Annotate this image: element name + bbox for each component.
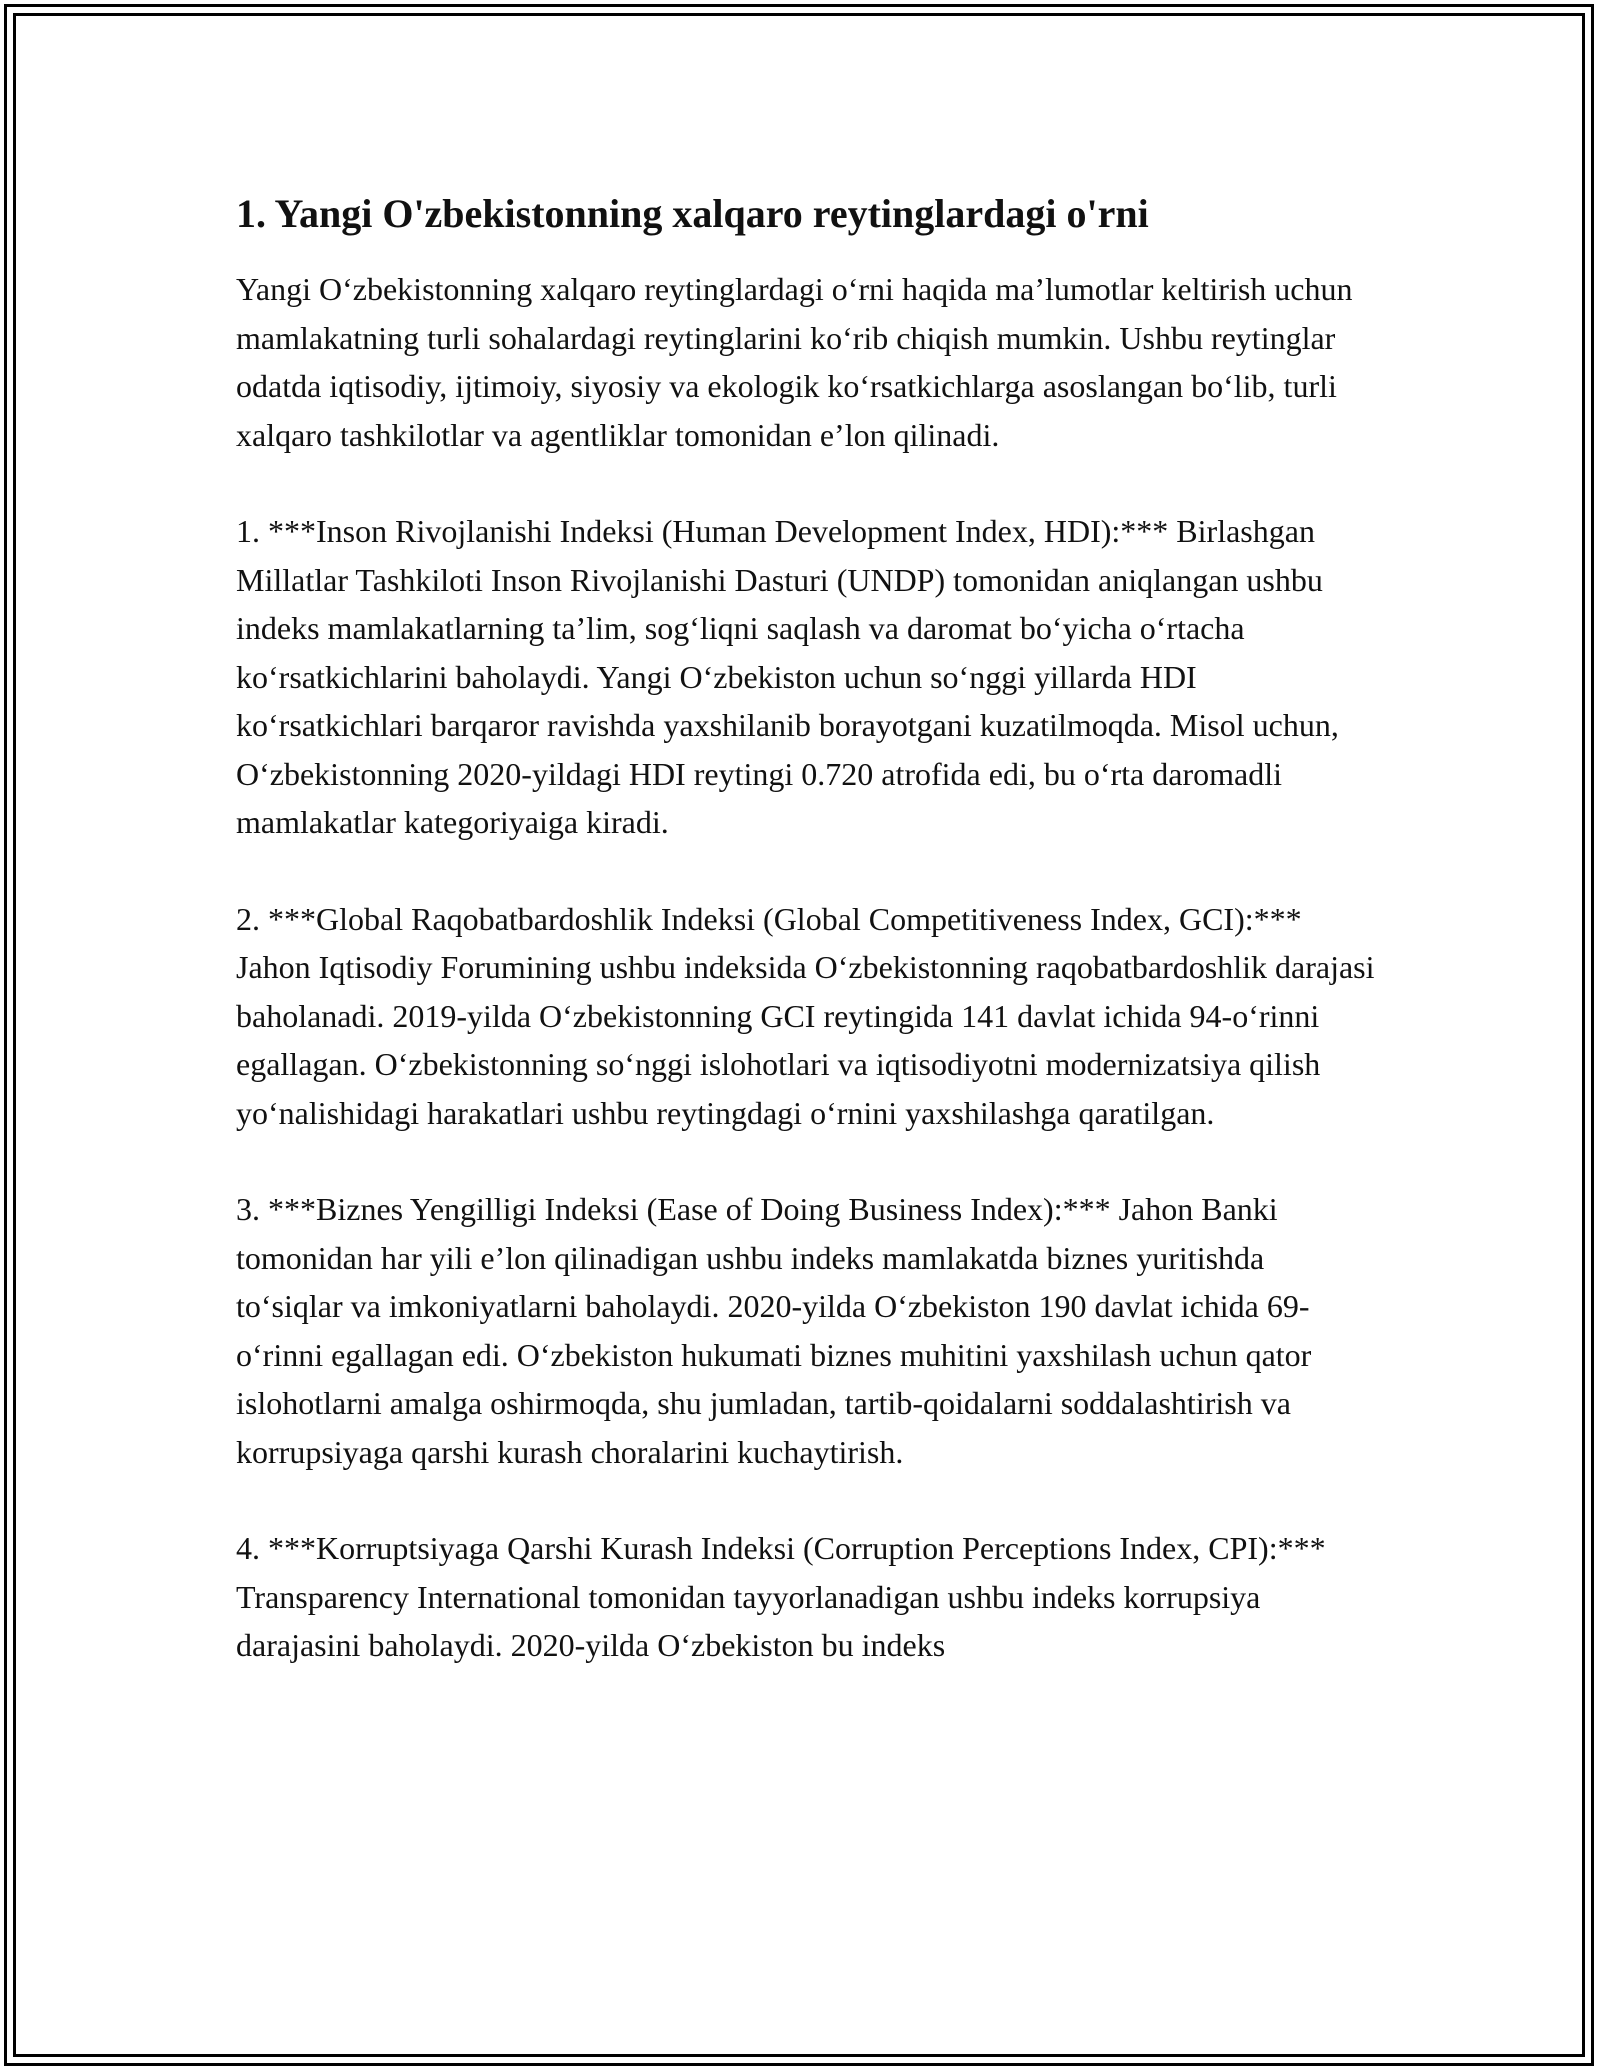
intro-paragraph: Yangi O‘zbekistonning xalqaro reytinglardagi o‘rni haqida ma’lumotlar keltirish uchun mamlakatning turli sohalardagi reytinglarini ko‘rib chiqish mumkin. Ushbu reytinglar odatda iqtisodiy, ijtimoiy, siyosiy va ekologik ko‘rsatkichlarga asoslangan bo‘lib, turli xalqaro tashkilotlar va agentliklar tomonidan e’lon qilinadi. (236, 271, 1353, 453)
document-body (236, 185, 1376, 1718)
ease-of-business-paragraph: 3. ***Biznes Yengilligi Indeksi (Ease of Doing Business Index):*** Jahon Banki tomonidan har yili e’lon qilinadigan ushbu indeks mamlakatda biznes yuritishda to‘siqlar va imkoniyatlarni baholaydi. 2020-yilda O‘zbekiston 190 davlat ichida 69-o‘rinni egallagan edi. O‘zbekiston hukumati biznes muhitini yaxshilash uchun qator islohotlarni amalga oshirmoqda, shu jumladan, tartib-qoidalarni soddalashtirish va korrupsiyaga qarshi kurash choralarini kuchaytirish. (236, 1191, 1312, 1470)
cpi-paragraph: 4. ***Korruptsiyaga Qarshi Kurash Indeksi (Corruption Perceptions Index, CPI):*** Transparency International tomonidan tayyorlanadigan ushbu indeks korrupsiya darajasini baholaydi. 2020-yilda O‘zbekiston bu indeks (236, 1530, 1326, 1663)
gci-paragraph: 2. ***Global Raqobatbardoshlik Indeksi (Global Competitiveness Index, GCI):*** Jahon Iqtisodiy Forumining ushbu indeksida O‘zbekistonning raqobatbardoshlik darajasi baholanadi. 2019-yilda O‘zbekistonning GCI reytingida 141 davlat ichida 94-o‘rinni egallagan. O‘zbekistonning so‘nggi islohotlari va iqtisodiyotni modernizatsiya qilish yo‘nalishidagi harakatlari ushbu reytingdagi o‘rnini yaxshilashga qaratilgan. (236, 900, 1375, 1131)
document-title: 1. Yangi O'zbekistonning xalqaro reytinglardagi o'rni (236, 191, 1149, 236)
hdi-paragraph: 1. ***Inson Rivojlanishi Indeksi (Human Development Index, HDI):*** Birlashgan Millatlar Tashkiloti Inson Rivojlanishi Dasturi (UNDP) tomonidan aniqlangan ushbu indeks mamlakatlarning ta’lim, sog‘liqni saqlash va daromat bo‘yicha o‘rtacha ko‘rsatkichlarini baholaydi. Yangi O‘zbekiston uchun so‘nggi yillarda HDI ko‘rsatkichlari barqaror ravishda yaxshilanib borayotgani kuzatilmoqda. Misol uchun, O‘zbekistonning 2020-yildagi HDI reytingi 0.720 atrofida edi, bu o‘rta daromadli mamlakatlar kategoriyaiga kiradi. (236, 513, 1339, 840)
